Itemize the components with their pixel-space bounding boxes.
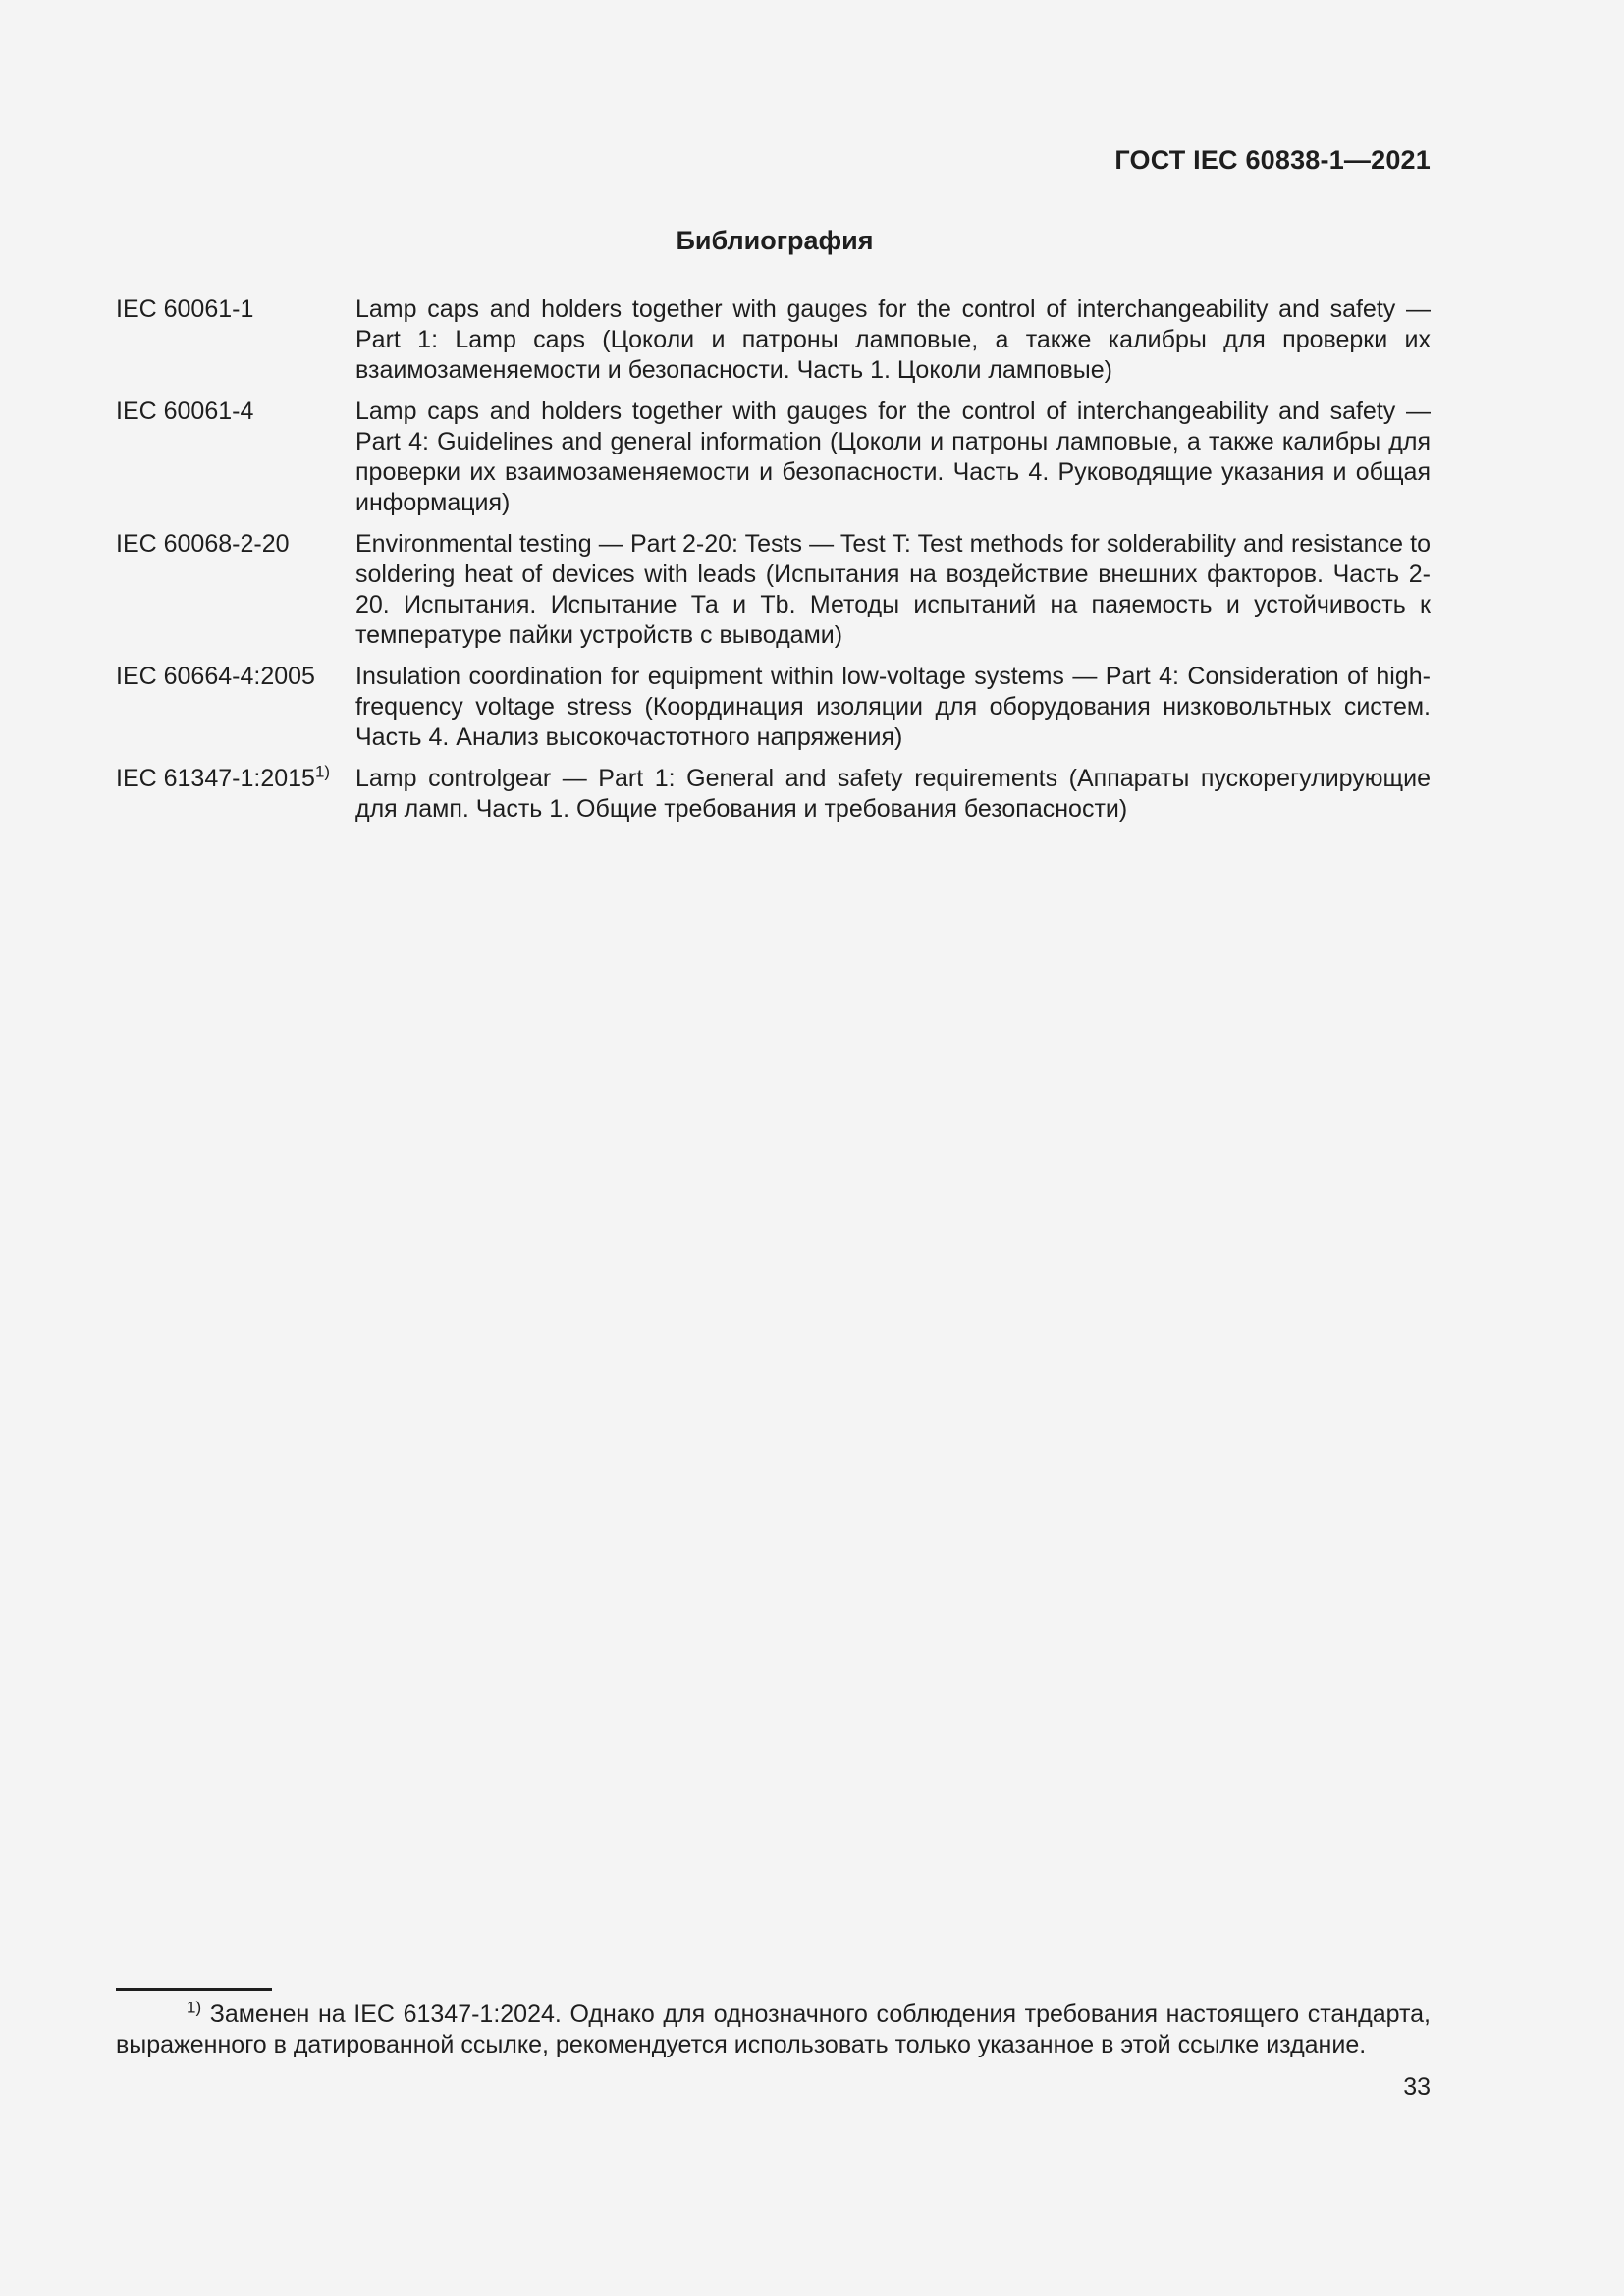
- bibliography-description: Lamp caps and holders together with gauges for the control of interchangeability and safety — Part 4: Guidelines and general information (Цоколи и патроны ламповые, а также калибры для проверки их взаимозаменяемости и безопасности. Часть 4. Руководящие указания и общая информация): [355, 398, 1431, 516]
- standard-code-header: ГОСТ IEC 60838-1—2021: [1114, 145, 1431, 175]
- page-number: 33: [1403, 2073, 1431, 2101]
- bibliography-ref: [116, 294, 355, 325]
- footnote-text: Заменен на IEC 61347-1:2024. Однако для однозначного соблюдения требования настоящего стандарта, выраженного в датированной ссылке, рекомендуется использовать только указанное в этой ссылке издание.: [116, 2001, 1431, 2058]
- bibliography-ref-code: IEC 61347-1:2015: [116, 765, 315, 792]
- bibliography-description: Lamp caps and holders together with gauges for the control of interchangeability and safety — Part 1: Lamp caps (Цоколи и патроны ламповые, а также калибры для проверки их взаимозаменяемости и безопасности. Часть 1. Цоколи ламповые): [355, 295, 1431, 384]
- bibliography-entry: [116, 294, 1431, 386]
- bibliography-entry: [116, 397, 1431, 518]
- bibliography-title: Библиография: [676, 226, 874, 255]
- bibliography-entry: [116, 529, 1431, 651]
- bibliography-ref-code: IEC 60664-4:2005: [116, 663, 315, 690]
- bibliography-ref-code: IEC 60061-4: [116, 398, 254, 425]
- bibliography-ref: [116, 397, 355, 427]
- bibliography-ref: [116, 662, 355, 692]
- bibliography-description: Lamp controlgear — Part 1: General and safety requirements (Аппараты пускорегулирующие для ламп. Часть 1. Общие требования и требования безопасности): [355, 765, 1431, 823]
- bibliography-list: [116, 294, 1431, 835]
- bibliography-ref: [116, 529, 355, 560]
- footnote-reference-marker[interactable]: 1): [314, 762, 331, 781]
- footnote-marker: 1): [187, 1998, 202, 2017]
- bibliography-ref-code: IEC 60068-2-20: [116, 530, 290, 558]
- bibliography-entry: [116, 662, 1431, 753]
- footnote: [116, 2000, 1431, 2060]
- footnote-separator: [116, 1988, 272, 1991]
- bibliography-ref: [116, 764, 355, 794]
- bibliography-entry: [116, 764, 1431, 825]
- bibliography-ref-code: IEC 60061-1: [116, 295, 254, 323]
- bibliography-description: Insulation coordination for equipment within low-voltage systems — Part 4: Consideration of high-frequency voltage stress (Координация изоляции для оборудования низковольтных систем. Часть 4. Анализ высокочастотного напряжения): [355, 663, 1431, 751]
- bibliography-description: Environmental testing — Part 2-20: Tests — Test T: Test methods for solderability and resistance to soldering heat of devices with leads (Испытания на воздействие внешних факторов. Часть 2-20. Испытания. Испытание Та и Tb. Методы испытаний на паяемость и устойчивость к температуре пайки устройств с выводами): [355, 530, 1431, 649]
